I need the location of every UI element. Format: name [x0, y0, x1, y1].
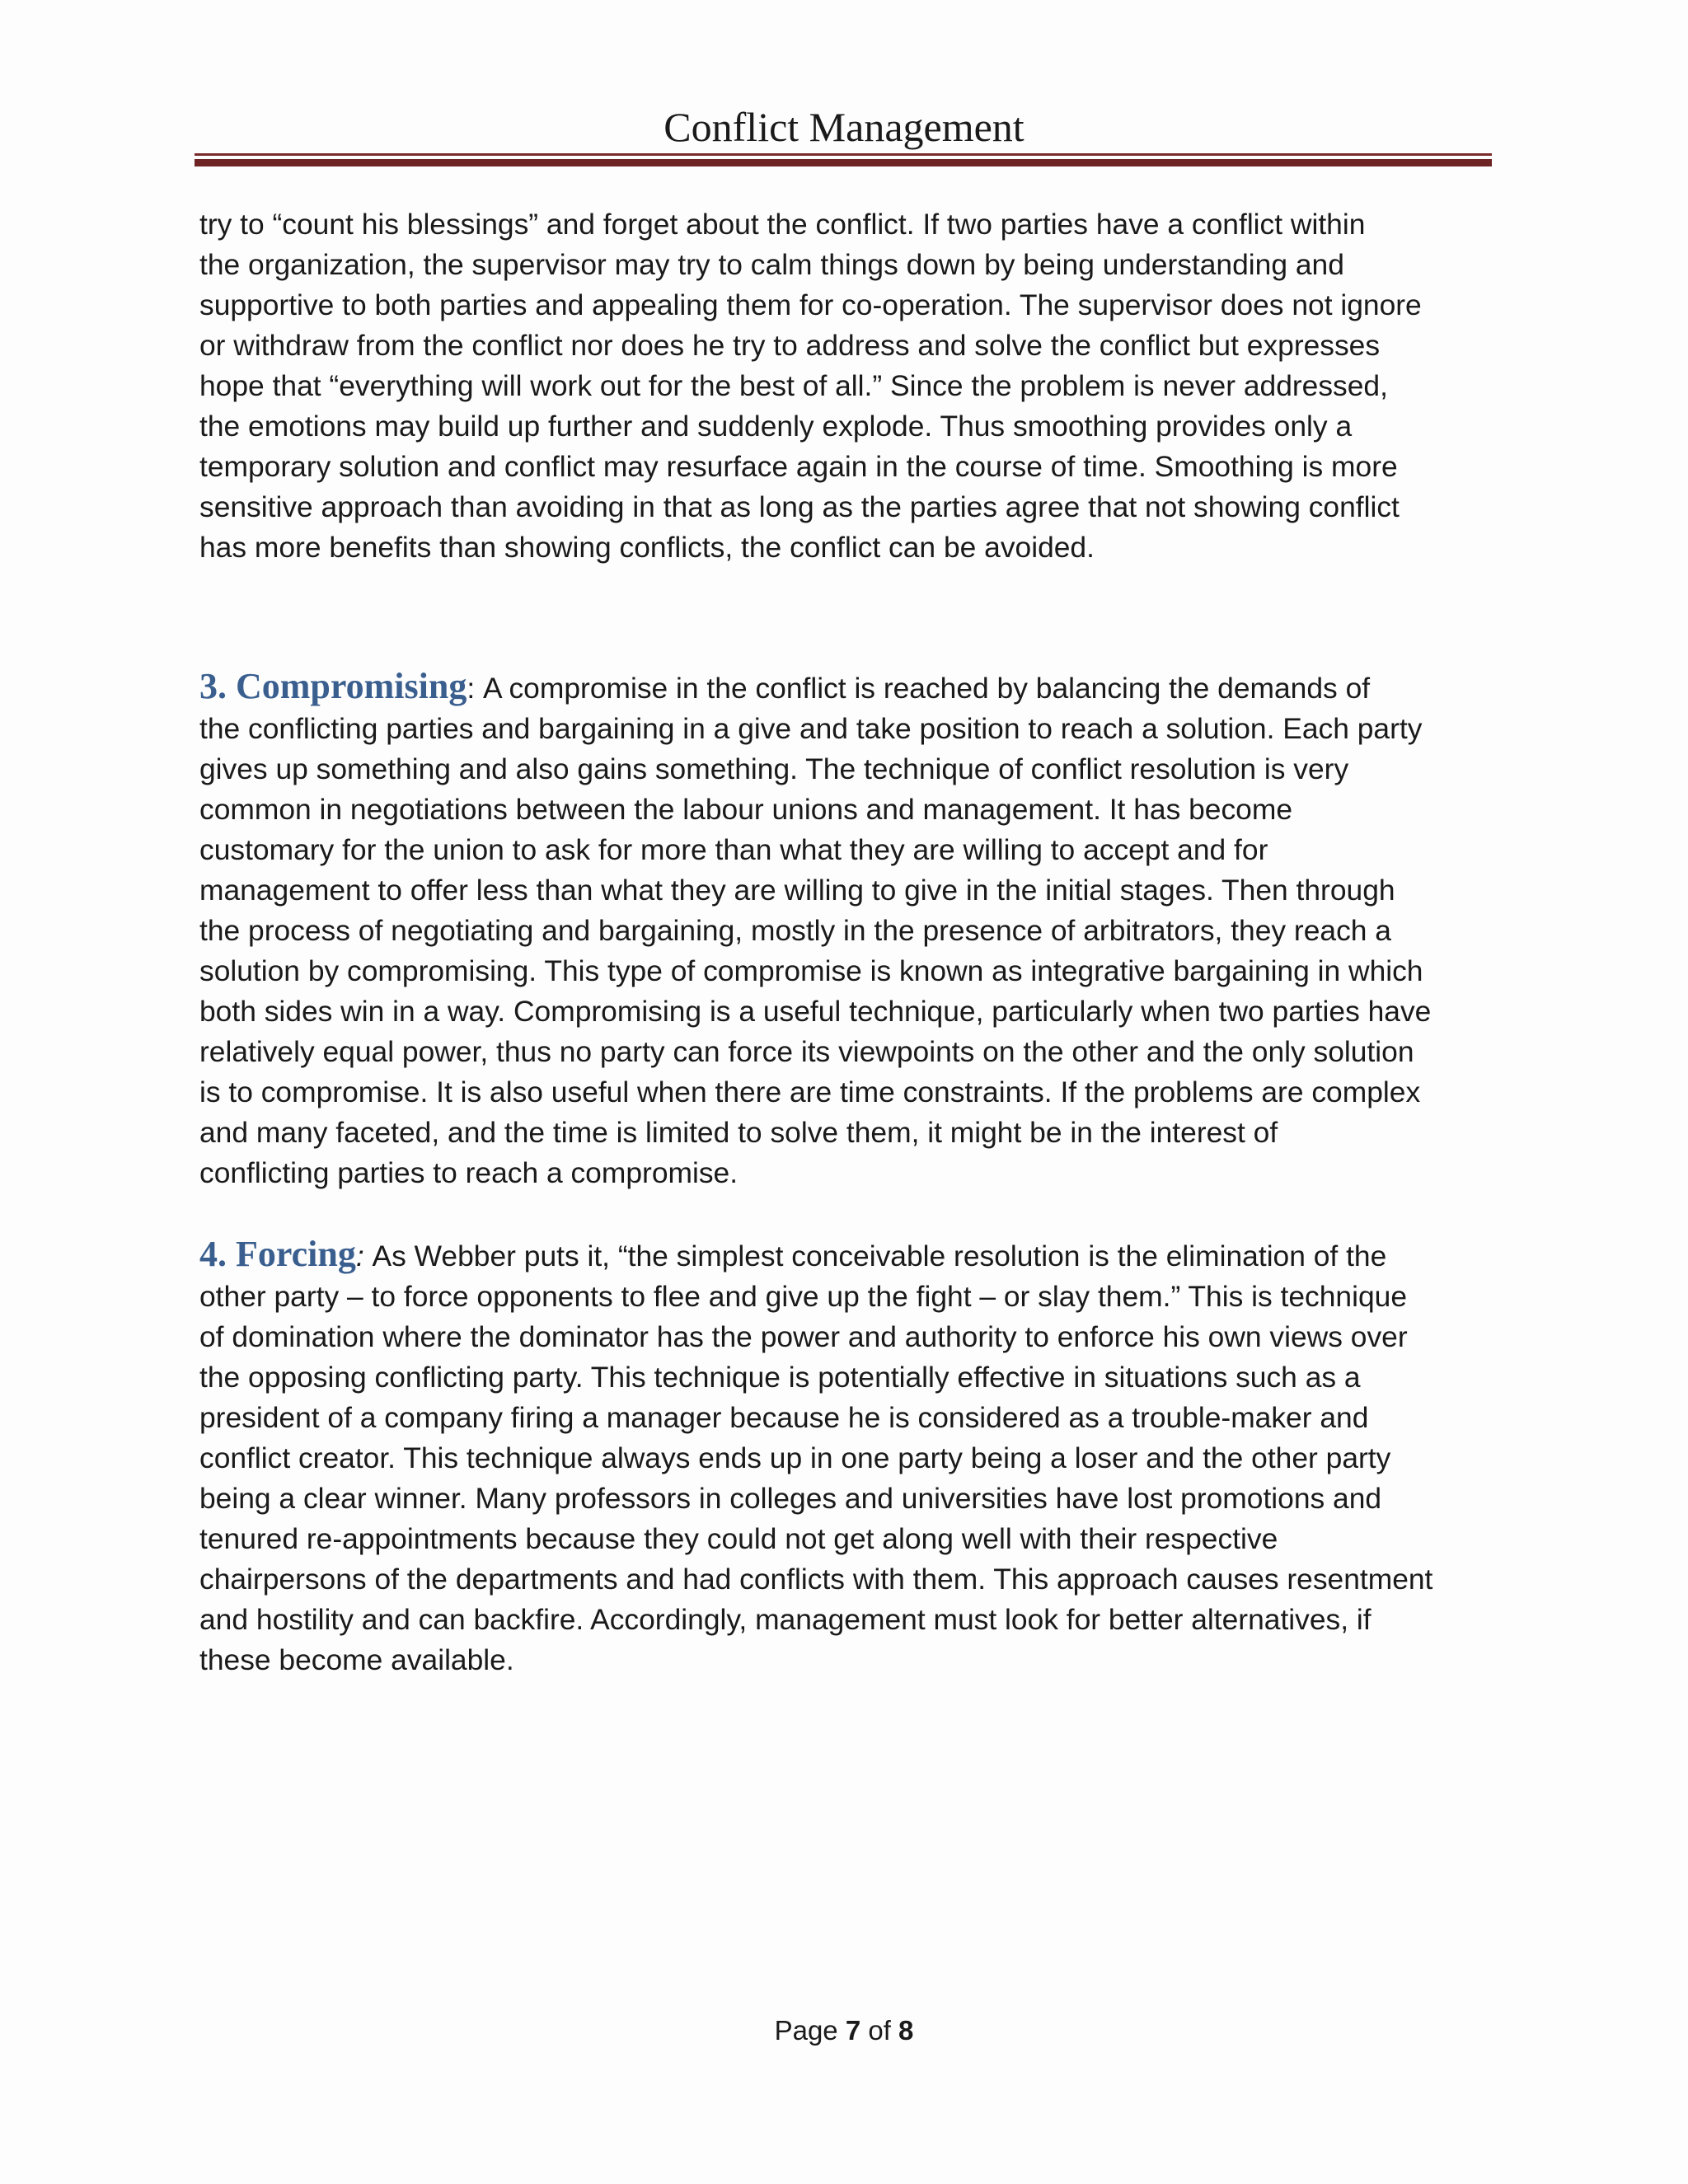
- text-line: customary for the union to ask for more than what they are willing to accept and for: [199, 833, 1268, 866]
- text-line: of domination where the dominator has the power and authority to enforce his own views over: [199, 1320, 1408, 1353]
- header-rule-thick: [195, 159, 1492, 166]
- text-line: management to offer less than what they are willing to give in the initial stages. Then through: [199, 874, 1395, 907]
- text-line: and many faceted, and the time is limited to solve them, it might be in the interest of: [199, 1116, 1278, 1149]
- text-line: sensitive approach than avoiding in that as long as the parties agree that not showing conflict: [199, 490, 1400, 523]
- text-line: being a clear winner. Many professors in colleges and universities have lost promotions and: [199, 1482, 1382, 1515]
- text-line: the process of negotiating and bargaining, mostly in the presence of arbitrators, they reach a: [199, 914, 1391, 947]
- text-line: the opposing conflicting party. This technique is potentially effective in situations such as a: [199, 1361, 1361, 1394]
- current-page-number: 7: [845, 2015, 861, 2046]
- text-run: A compromise in the conflict is reached by balancing the demands of: [475, 672, 1371, 705]
- of-label: of: [860, 2015, 899, 2046]
- heading-separator: :: [355, 1240, 364, 1272]
- text-line: other party – to force opponents to flee and give up the fight – or slay them.” This is technique: [199, 1280, 1407, 1313]
- text-line: [199, 1234, 1502, 1277]
- body-content: [199, 204, 1502, 1680]
- text-run: As Webber puts it, “the simplest conceivable resolution is the elimination of the: [363, 1240, 1387, 1272]
- paragraph-forcing: [199, 1234, 1502, 1680]
- section-heading-forcing: 4. Forcing: [199, 1234, 356, 1274]
- section-heading-compromising: 3. Compromising: [199, 666, 467, 706]
- text-line: is to compromise. It is also useful when there are time constraints. If the problems are complex: [199, 1076, 1421, 1108]
- text-line: common in negotiations between the labour unions and management. It has become: [199, 793, 1293, 826]
- text-line: these become available.: [199, 1643, 514, 1676]
- text-line: conflict creator. This technique always ends up in one party being a loser and the other party: [199, 1441, 1391, 1474]
- text-line: and hostility and can backfire. Accordingly, management must look for better alternatives, if: [199, 1603, 1372, 1636]
- text-line: solution by compromising. This type of compromise is known as integrative bargaining in which: [199, 954, 1423, 987]
- text-line: the organization, the supervisor may try to calm things down by being understanding and: [199, 248, 1344, 281]
- text-line: temporary solution and conflict may resurface again in the course of time. Smoothing is more: [199, 450, 1398, 483]
- text-line: both sides win in a way. Compromising is a useful technique, particularly when two parties have: [199, 995, 1432, 1028]
- text-line: chairpersons of the departments and had conflicts with them. This approach causes resentment: [199, 1563, 1433, 1596]
- heading-separator: :: [467, 672, 476, 705]
- text-line: [199, 666, 1502, 709]
- page-label: Page: [774, 2015, 846, 2046]
- text-line: hope that “everything will work out for the best of all.” Since the problem is never addressed,: [199, 369, 1388, 402]
- text-line: has more benefits than showing conflicts, the conflict can be avoided.: [199, 531, 1095, 564]
- text-line: supportive to both parties and appealing them for co-operation. The supervisor does not ignore: [199, 288, 1422, 321]
- header-rule-thin: [195, 153, 1492, 156]
- text-line: relatively equal power, thus no party can force its viewpoints on the other and the only solution: [199, 1035, 1414, 1068]
- text-line: the emotions may build up further and suddenly explode. Thus smoothing provides only a: [199, 410, 1353, 443]
- text-line: or withdraw from the conflict nor does he try to address and solve the conflict but expresses: [199, 329, 1381, 362]
- text-line: conflicting parties to reach a compromise.: [199, 1156, 738, 1189]
- paragraph-smoothing-continued: [199, 204, 1502, 568]
- total-pages-number: 8: [898, 2015, 914, 2046]
- text-line: president of a company firing a manager because he is considered as a trouble-maker and: [199, 1401, 1369, 1434]
- text-line: tenured re-appointments because they could not get along well with their respective: [199, 1522, 1278, 1555]
- paragraph-compromising: [199, 666, 1502, 1193]
- text-line: gives up something and also gains something. The technique of conflict resolution is very: [199, 752, 1349, 785]
- text-line: the conflicting parties and bargaining in a give and take position to reach a solution. Each party: [199, 712, 1423, 745]
- page-header-title: Conflict Management: [663, 104, 1025, 150]
- page-footer: [0, 2013, 1688, 2049]
- text-line: try to “count his blessings” and forget about the conflict. If two parties have a conflict within: [199, 208, 1366, 241]
